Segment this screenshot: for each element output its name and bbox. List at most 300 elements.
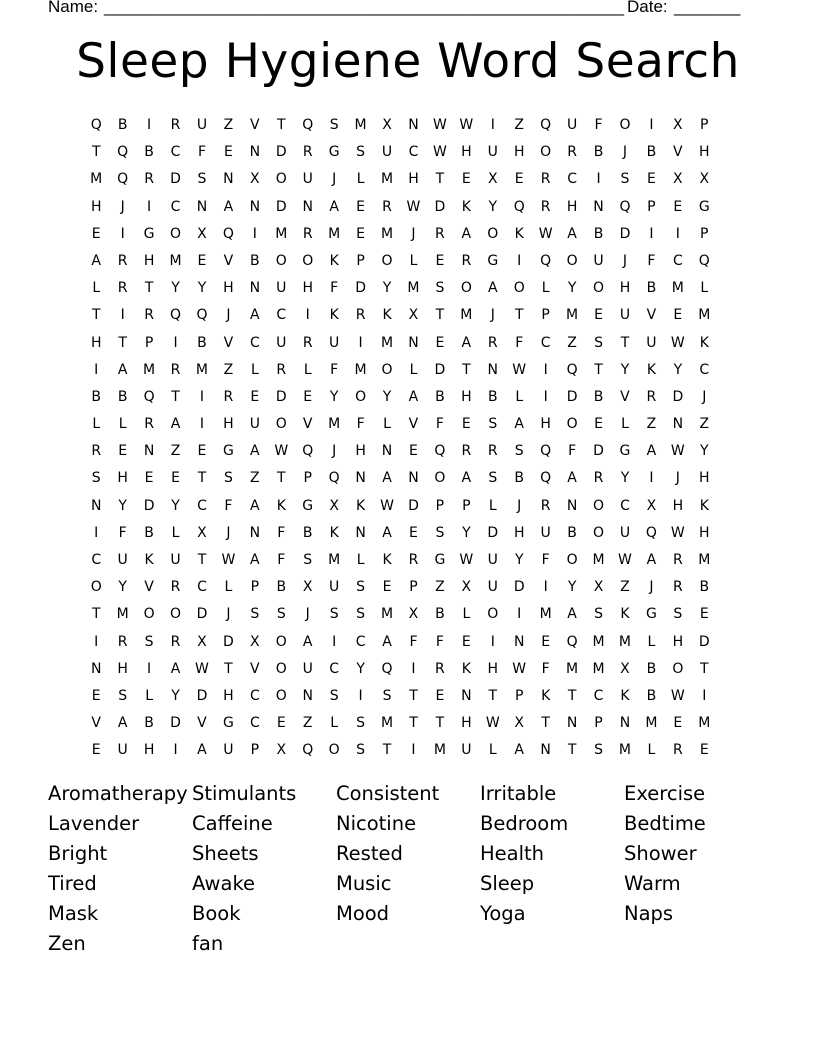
grid-letter[interactable]: Q (540, 252, 552, 269)
grid-letter[interactable]: M (328, 416, 341, 433)
grid-letter[interactable]: K (699, 334, 709, 351)
grid-letter[interactable]: S (435, 280, 445, 297)
grid-letter[interactable]: N (249, 198, 261, 215)
grid-letter[interactable]: Y (462, 524, 471, 541)
grid-letter[interactable]: S (356, 742, 366, 759)
grid-letter[interactable]: W (432, 144, 447, 161)
grid-letter[interactable]: Z (250, 470, 260, 487)
grid-letter[interactable]: P (594, 715, 603, 732)
grid-letter[interactable]: N (249, 524, 261, 541)
grid-letter[interactable]: W (512, 660, 527, 677)
grid-letter[interactable]: S (594, 742, 603, 759)
grid-letter[interactable]: O (90, 579, 102, 596)
grid-letter[interactable]: T (277, 470, 286, 487)
grid-letter[interactable]: N (355, 524, 366, 541)
grid-letter[interactable]: S (329, 687, 339, 704)
grid-letter[interactable]: R (170, 361, 181, 378)
grid-letter[interactable]: G (328, 144, 340, 161)
grid-letter[interactable]: Q (143, 388, 155, 405)
grid-letter[interactable]: Q (434, 443, 446, 460)
grid-letter[interactable]: T (435, 715, 445, 732)
grid-letter[interactable]: A (514, 416, 524, 433)
grid-letter[interactable]: O (566, 552, 578, 568)
grid-letter[interactable]: J (120, 198, 125, 215)
grid-letter[interactable]: M (618, 633, 632, 650)
grid-letter[interactable]: H (223, 280, 234, 297)
grid-letter[interactable]: E (91, 225, 101, 242)
grid-letter[interactable]: N (196, 198, 208, 215)
grid-letter[interactable]: C (249, 715, 260, 732)
grid-letter[interactable]: I (543, 579, 548, 596)
grid-letter[interactable]: M (671, 280, 684, 297)
grid-letter[interactable]: L (621, 416, 629, 433)
grid-letter[interactable]: L (92, 416, 101, 433)
grid-letter[interactable]: E (673, 715, 683, 732)
grid-letter[interactable]: C (540, 334, 551, 351)
grid-letter[interactable]: S (250, 606, 260, 623)
grid-letter[interactable]: J (622, 252, 628, 269)
grid-letter[interactable]: K (699, 497, 709, 514)
grid-letter[interactable]: A (514, 742, 524, 759)
grid-letter[interactable]: F (541, 660, 550, 677)
grid-letter[interactable]: O (381, 361, 393, 378)
grid-letter[interactable]: F (118, 524, 127, 541)
grid-letter[interactable]: E (171, 470, 180, 487)
grid-letter[interactable]: I (411, 660, 416, 677)
grid-letter[interactable]: I (675, 225, 680, 242)
grid-letter[interactable]: X (408, 307, 419, 324)
grid-letter[interactable]: Y (620, 361, 630, 378)
grid-letter[interactable]: O (328, 742, 340, 759)
grid-letter[interactable]: J (517, 497, 522, 514)
grid-letter[interactable]: H (461, 388, 472, 405)
grid-letter[interactable]: G (645, 606, 657, 623)
grid-letter[interactable]: T (91, 307, 101, 324)
grid-letter[interactable]: E (356, 225, 366, 242)
grid-letter[interactable]: U (487, 552, 498, 568)
grid-letter[interactable]: V (302, 416, 313, 433)
grid-letter[interactable]: Y (673, 361, 683, 378)
grid-letter[interactable]: H (487, 660, 499, 677)
grid-letter[interactable]: T (435, 307, 445, 324)
grid-letter[interactable]: L (224, 579, 233, 596)
grid-letter[interactable]: I (358, 687, 363, 704)
grid-letter[interactable]: F (224, 497, 233, 514)
grid-letter[interactable]: Y (567, 280, 577, 297)
grid-letter[interactable]: M (566, 660, 579, 677)
grid-letter[interactable]: F (330, 361, 339, 378)
grid-letter[interactable]: D (593, 443, 604, 460)
grid-letter[interactable]: Z (567, 334, 577, 351)
grid-letter[interactable]: N (408, 334, 419, 351)
grid-letter[interactable]: R (540, 171, 551, 188)
grid-letter[interactable]: J (226, 606, 231, 623)
grid-letter[interactable]: E (699, 742, 709, 759)
grid-letter[interactable]: S (514, 443, 524, 460)
grid-letter[interactable]: X (276, 742, 287, 759)
grid-letter[interactable]: M (645, 715, 658, 732)
grid-letter[interactable]: Q (619, 198, 631, 215)
grid-letter[interactable]: W (618, 552, 632, 568)
grid-letter[interactable]: Q (540, 470, 552, 487)
grid-letter[interactable]: C (620, 497, 630, 514)
grid-letter[interactable]: E (223, 144, 233, 161)
grid-letter[interactable]: C (197, 579, 207, 596)
grid-letter[interactable]: M (698, 715, 711, 732)
grid-letter[interactable]: N (381, 443, 393, 460)
grid-letter[interactable]: Q (222, 225, 234, 242)
grid-letter[interactable]: E (699, 606, 709, 623)
grid-letter[interactable]: C (672, 252, 683, 269)
grid-letter[interactable]: V (408, 416, 419, 433)
grid-letter[interactable]: W (670, 334, 685, 351)
grid-letter[interactable]: J (226, 307, 231, 324)
grid-letter[interactable]: V (197, 715, 207, 732)
grid-letter[interactable]: M (698, 307, 711, 324)
grid-letter[interactable]: U (170, 552, 181, 568)
grid-letter[interactable]: X (593, 579, 604, 596)
grid-letter[interactable]: M (592, 552, 605, 568)
grid-letter[interactable]: I (543, 361, 548, 378)
grid-letter[interactable]: A (329, 198, 339, 215)
grid-letter[interactable]: L (118, 416, 127, 433)
grid-letter[interactable]: I (411, 742, 416, 759)
grid-letter[interactable]: C (197, 497, 207, 514)
grid-letter[interactable]: S (594, 606, 603, 623)
grid-letter[interactable]: B (435, 388, 445, 405)
grid-letter[interactable]: O (593, 280, 605, 297)
grid-letter[interactable]: O (275, 687, 287, 704)
grid-letter[interactable]: Q (566, 633, 578, 650)
grid-letter[interactable]: L (171, 524, 180, 541)
grid-letter[interactable]: R (461, 252, 472, 269)
grid-letter[interactable]: T (224, 660, 233, 677)
grid-letter[interactable]: K (382, 552, 392, 568)
grid-letter[interactable]: B (435, 606, 445, 623)
grid-letter[interactable]: G (143, 225, 155, 242)
grid-letter[interactable]: N (302, 198, 313, 215)
grid-letter[interactable]: I (94, 524, 99, 541)
grid-letter[interactable]: U (329, 334, 340, 351)
grid-letter[interactable]: S (356, 144, 366, 161)
grid-letter[interactable]: D (619, 225, 631, 242)
grid-letter[interactable]: Q (566, 361, 578, 378)
grid-letter[interactable]: E (673, 307, 683, 324)
grid-letter[interactable]: Q (328, 470, 340, 487)
grid-letter[interactable]: V (250, 117, 260, 133)
grid-letter[interactable]: M (539, 606, 552, 623)
name-field[interactable]: _______________________________________________________ (104, 0, 625, 16)
grid-letter[interactable]: J (305, 606, 310, 623)
grid-letter[interactable]: U (566, 117, 578, 133)
grid-letter[interactable]: G (222, 443, 234, 460)
grid-letter[interactable]: M (460, 307, 473, 324)
grid-letter[interactable]: G (434, 552, 446, 568)
grid-letter[interactable]: O (275, 660, 287, 677)
grid-letter[interactable]: G (487, 252, 499, 269)
grid-letter[interactable]: F (647, 252, 656, 269)
grid-letter[interactable]: A (567, 470, 577, 487)
grid-letter[interactable]: M (592, 633, 605, 650)
grid-letter[interactable]: A (646, 443, 657, 460)
grid-letter[interactable]: Z (699, 416, 710, 433)
grid-letter[interactable]: L (462, 606, 471, 623)
grid-letter[interactable]: C (408, 144, 419, 161)
grid-letter[interactable]: L (409, 252, 418, 269)
grid-letter[interactable]: R (672, 579, 683, 596)
grid-letter[interactable]: C (593, 687, 604, 704)
grid-letter[interactable]: R (117, 252, 128, 269)
grid-letter[interactable]: F (515, 334, 524, 351)
grid-letter[interactable]: A (302, 633, 313, 650)
grid-letter[interactable]: I (120, 307, 125, 324)
grid-letter[interactable]: B (144, 524, 154, 541)
grid-letter[interactable]: A (461, 225, 472, 242)
grid-letter[interactable]: B (593, 144, 604, 161)
grid-letter[interactable]: A (91, 252, 101, 269)
grid-letter[interactable]: L (647, 633, 656, 650)
grid-letter[interactable]: F (409, 633, 418, 650)
grid-letter[interactable]: S (329, 606, 339, 623)
grid-letter[interactable]: A (117, 715, 128, 732)
grid-letter[interactable]: R (435, 660, 445, 677)
grid-letter[interactable]: R (382, 198, 392, 215)
grid-letter[interactable]: N (355, 470, 366, 487)
grid-letter[interactable]: L (541, 280, 550, 297)
grid-letter[interactable]: U (487, 579, 498, 596)
grid-letter[interactable]: O (275, 416, 287, 433)
grid-letter[interactable]: M (354, 117, 367, 133)
grid-letter[interactable]: M (433, 742, 446, 759)
grid-letter[interactable]: K (646, 361, 656, 378)
grid-letter[interactable]: E (435, 334, 445, 351)
grid-letter[interactable]: A (567, 225, 577, 242)
grid-letter[interactable]: O (434, 470, 446, 487)
grid-letter[interactable]: R (170, 633, 181, 650)
grid-letter[interactable]: S (197, 171, 207, 188)
grid-letter[interactable]: U (619, 307, 631, 324)
grid-letter[interactable]: I (543, 388, 548, 405)
grid-letter[interactable]: C (249, 687, 260, 704)
grid-letter[interactable]: Y (197, 280, 207, 297)
grid-letter[interactable]: J (702, 388, 707, 405)
grid-letter[interactable]: M (407, 280, 420, 297)
grid-letter[interactable]: H (513, 144, 525, 161)
grid-letter[interactable]: M (90, 171, 103, 188)
grid-letter[interactable]: E (461, 171, 471, 188)
grid-letter[interactable]: T (197, 552, 207, 568)
grid-letter[interactable]: O (381, 252, 393, 269)
grid-letter[interactable]: T (409, 687, 418, 704)
grid-letter[interactable]: O (593, 497, 605, 514)
grid-letter[interactable]: E (461, 633, 471, 650)
grid-letter[interactable]: B (593, 225, 604, 242)
grid-letter[interactable]: H (540, 416, 551, 433)
grid-letter[interactable]: E (435, 687, 445, 704)
grid-letter[interactable]: P (250, 742, 260, 759)
grid-letter[interactable]: X (514, 715, 525, 732)
grid-letter[interactable]: B (487, 388, 498, 405)
grid-letter[interactable]: H (461, 715, 472, 732)
grid-letter[interactable]: Y (382, 280, 392, 297)
grid-letter[interactable]: E (118, 443, 128, 460)
grid-letter[interactable]: F (330, 280, 339, 297)
grid-letter[interactable]: H (223, 687, 234, 704)
grid-letter[interactable]: J (675, 470, 680, 487)
grid-letter[interactable]: P (409, 579, 418, 596)
grid-letter[interactable]: N (672, 416, 684, 433)
grid-letter[interactable]: A (567, 606, 577, 623)
grid-letter[interactable]: L (409, 361, 418, 378)
grid-letter[interactable]: T (435, 171, 445, 188)
grid-letter[interactable]: K (620, 687, 630, 704)
grid-letter[interactable]: D (355, 280, 366, 297)
grid-letter[interactable]: F (277, 552, 286, 568)
grid-letter[interactable]: U (540, 524, 551, 541)
grid-letter[interactable]: B (91, 388, 102, 405)
grid-letter[interactable]: O (593, 524, 605, 541)
grid-letter[interactable]: A (382, 524, 392, 541)
grid-letter[interactable]: D (196, 687, 208, 704)
grid-letter[interactable]: S (435, 524, 445, 541)
grid-letter[interactable]: M (380, 225, 394, 242)
grid-letter[interactable]: K (620, 606, 630, 623)
grid-letter[interactable]: Y (171, 497, 180, 514)
grid-letter[interactable]: Y (118, 497, 127, 514)
grid-letter[interactable]: U (276, 280, 287, 297)
grid-letter[interactable]: O (355, 388, 367, 405)
grid-letter[interactable]: T (277, 117, 286, 133)
grid-letter[interactable]: L (700, 280, 709, 297)
grid-letter[interactable]: C (170, 144, 181, 161)
grid-letter[interactable]: T (171, 388, 180, 405)
grid-letter[interactable]: P (144, 334, 154, 351)
grid-letter[interactable]: R (302, 225, 313, 242)
grid-letter[interactable]: A (408, 388, 419, 405)
grid-letter[interactable]: H (143, 252, 155, 269)
grid-letter[interactable]: W (221, 552, 236, 568)
grid-letter[interactable]: W (512, 361, 527, 378)
grid-letter[interactable]: D (223, 633, 234, 650)
grid-letter[interactable]: Z (620, 579, 630, 596)
grid-letter[interactable]: B (302, 524, 313, 541)
grid-letter[interactable]: Z (223, 117, 234, 133)
grid-letter[interactable]: W (670, 524, 685, 541)
grid-letter[interactable]: N (566, 497, 578, 514)
grid-letter[interactable]: E (594, 416, 603, 433)
grid-letter[interactable]: M (328, 225, 341, 242)
grid-letter[interactable]: Q (117, 144, 129, 161)
grid-letter[interactable]: Q (645, 524, 657, 541)
grid-letter[interactable]: R (117, 633, 128, 650)
grid-letter[interactable]: L (488, 497, 497, 514)
grid-letter[interactable]: S (356, 579, 366, 596)
grid-letter[interactable]: H (672, 633, 684, 650)
grid-letter[interactable]: K (276, 497, 286, 514)
grid-letter[interactable]: D (408, 497, 419, 514)
grid-letter[interactable]: V (620, 388, 630, 405)
grid-letter[interactable]: A (646, 552, 657, 568)
grid-letter[interactable]: E (197, 252, 207, 269)
grid-letter[interactable]: A (250, 443, 260, 460)
grid-letter[interactable]: Y (118, 579, 127, 596)
grid-letter[interactable]: F (594, 117, 603, 133)
grid-letter[interactable]: R (117, 280, 128, 297)
grid-letter[interactable]: Q (117, 171, 129, 188)
grid-letter[interactable]: H (513, 524, 525, 541)
grid-letter[interactable]: R (302, 334, 313, 351)
grid-letter[interactable]: D (275, 388, 287, 405)
grid-letter[interactable]: X (408, 606, 419, 623)
grid-letter[interactable]: L (250, 361, 259, 378)
grid-letter[interactable]: Q (513, 198, 525, 215)
grid-letter[interactable]: O (275, 171, 287, 188)
grid-letter[interactable]: D (434, 361, 446, 378)
grid-letter[interactable]: E (382, 579, 392, 596)
grid-letter[interactable]: K (514, 225, 524, 242)
grid-letter[interactable]: B (276, 579, 287, 596)
grid-letter[interactable]: M (380, 715, 394, 732)
grid-letter[interactable]: U (249, 416, 260, 433)
grid-letter[interactable]: C (170, 198, 181, 215)
grid-letter[interactable]: I (596, 171, 601, 188)
grid-letter[interactable]: W (274, 443, 289, 460)
grid-letter[interactable]: W (380, 497, 394, 514)
grid-letter[interactable]: K (144, 552, 154, 568)
grid-letter[interactable]: D (170, 715, 181, 732)
grid-letter[interactable]: B (646, 660, 657, 677)
grid-letter[interactable]: D (434, 198, 446, 215)
grid-letter[interactable]: J (649, 579, 654, 596)
grid-letter[interactable]: I (358, 334, 363, 351)
grid-letter[interactable]: L (488, 742, 497, 759)
grid-letter[interactable]: Q (540, 443, 552, 460)
grid-letter[interactable]: I (305, 307, 310, 324)
grid-letter[interactable]: P (514, 687, 524, 704)
grid-letter[interactable]: S (118, 687, 128, 704)
grid-letter[interactable]: N (302, 687, 313, 704)
grid-letter[interactable]: A (197, 742, 207, 759)
grid-letter[interactable]: B (699, 579, 710, 596)
grid-letter[interactable]: M (195, 361, 209, 378)
grid-letter[interactable]: X (620, 660, 630, 677)
grid-letter[interactable]: D (672, 388, 684, 405)
grid-letter[interactable]: Y (171, 280, 180, 297)
grid-letter[interactable]: B (144, 715, 154, 732)
grid-letter[interactable]: R (144, 416, 154, 433)
grid-letter[interactable]: Q (302, 443, 314, 460)
grid-letter[interactable]: D (487, 524, 499, 541)
grid-letter[interactable]: M (354, 361, 367, 378)
grid-letter[interactable]: R (223, 388, 234, 405)
grid-letter[interactable]: O (513, 280, 525, 297)
grid-letter[interactable]: B (646, 144, 657, 161)
grid-letter[interactable]: G (302, 497, 314, 514)
grid-letter[interactable]: S (488, 416, 498, 433)
grid-letter[interactable]: R (540, 497, 551, 514)
grid-letter[interactable]: Y (382, 388, 392, 405)
grid-letter[interactable]: R (461, 443, 472, 460)
grid-letter[interactable]: H (566, 198, 578, 215)
grid-letter[interactable]: F (356, 416, 365, 433)
grid-letter[interactable]: W (670, 443, 685, 460)
grid-letter[interactable]: H (619, 280, 631, 297)
grid-letter[interactable]: H (117, 470, 128, 487)
grid-letter[interactable]: P (700, 117, 709, 133)
grid-letter[interactable]: B (144, 144, 154, 161)
grid-letter[interactable]: E (594, 307, 603, 324)
grid-letter[interactable]: S (356, 715, 366, 732)
